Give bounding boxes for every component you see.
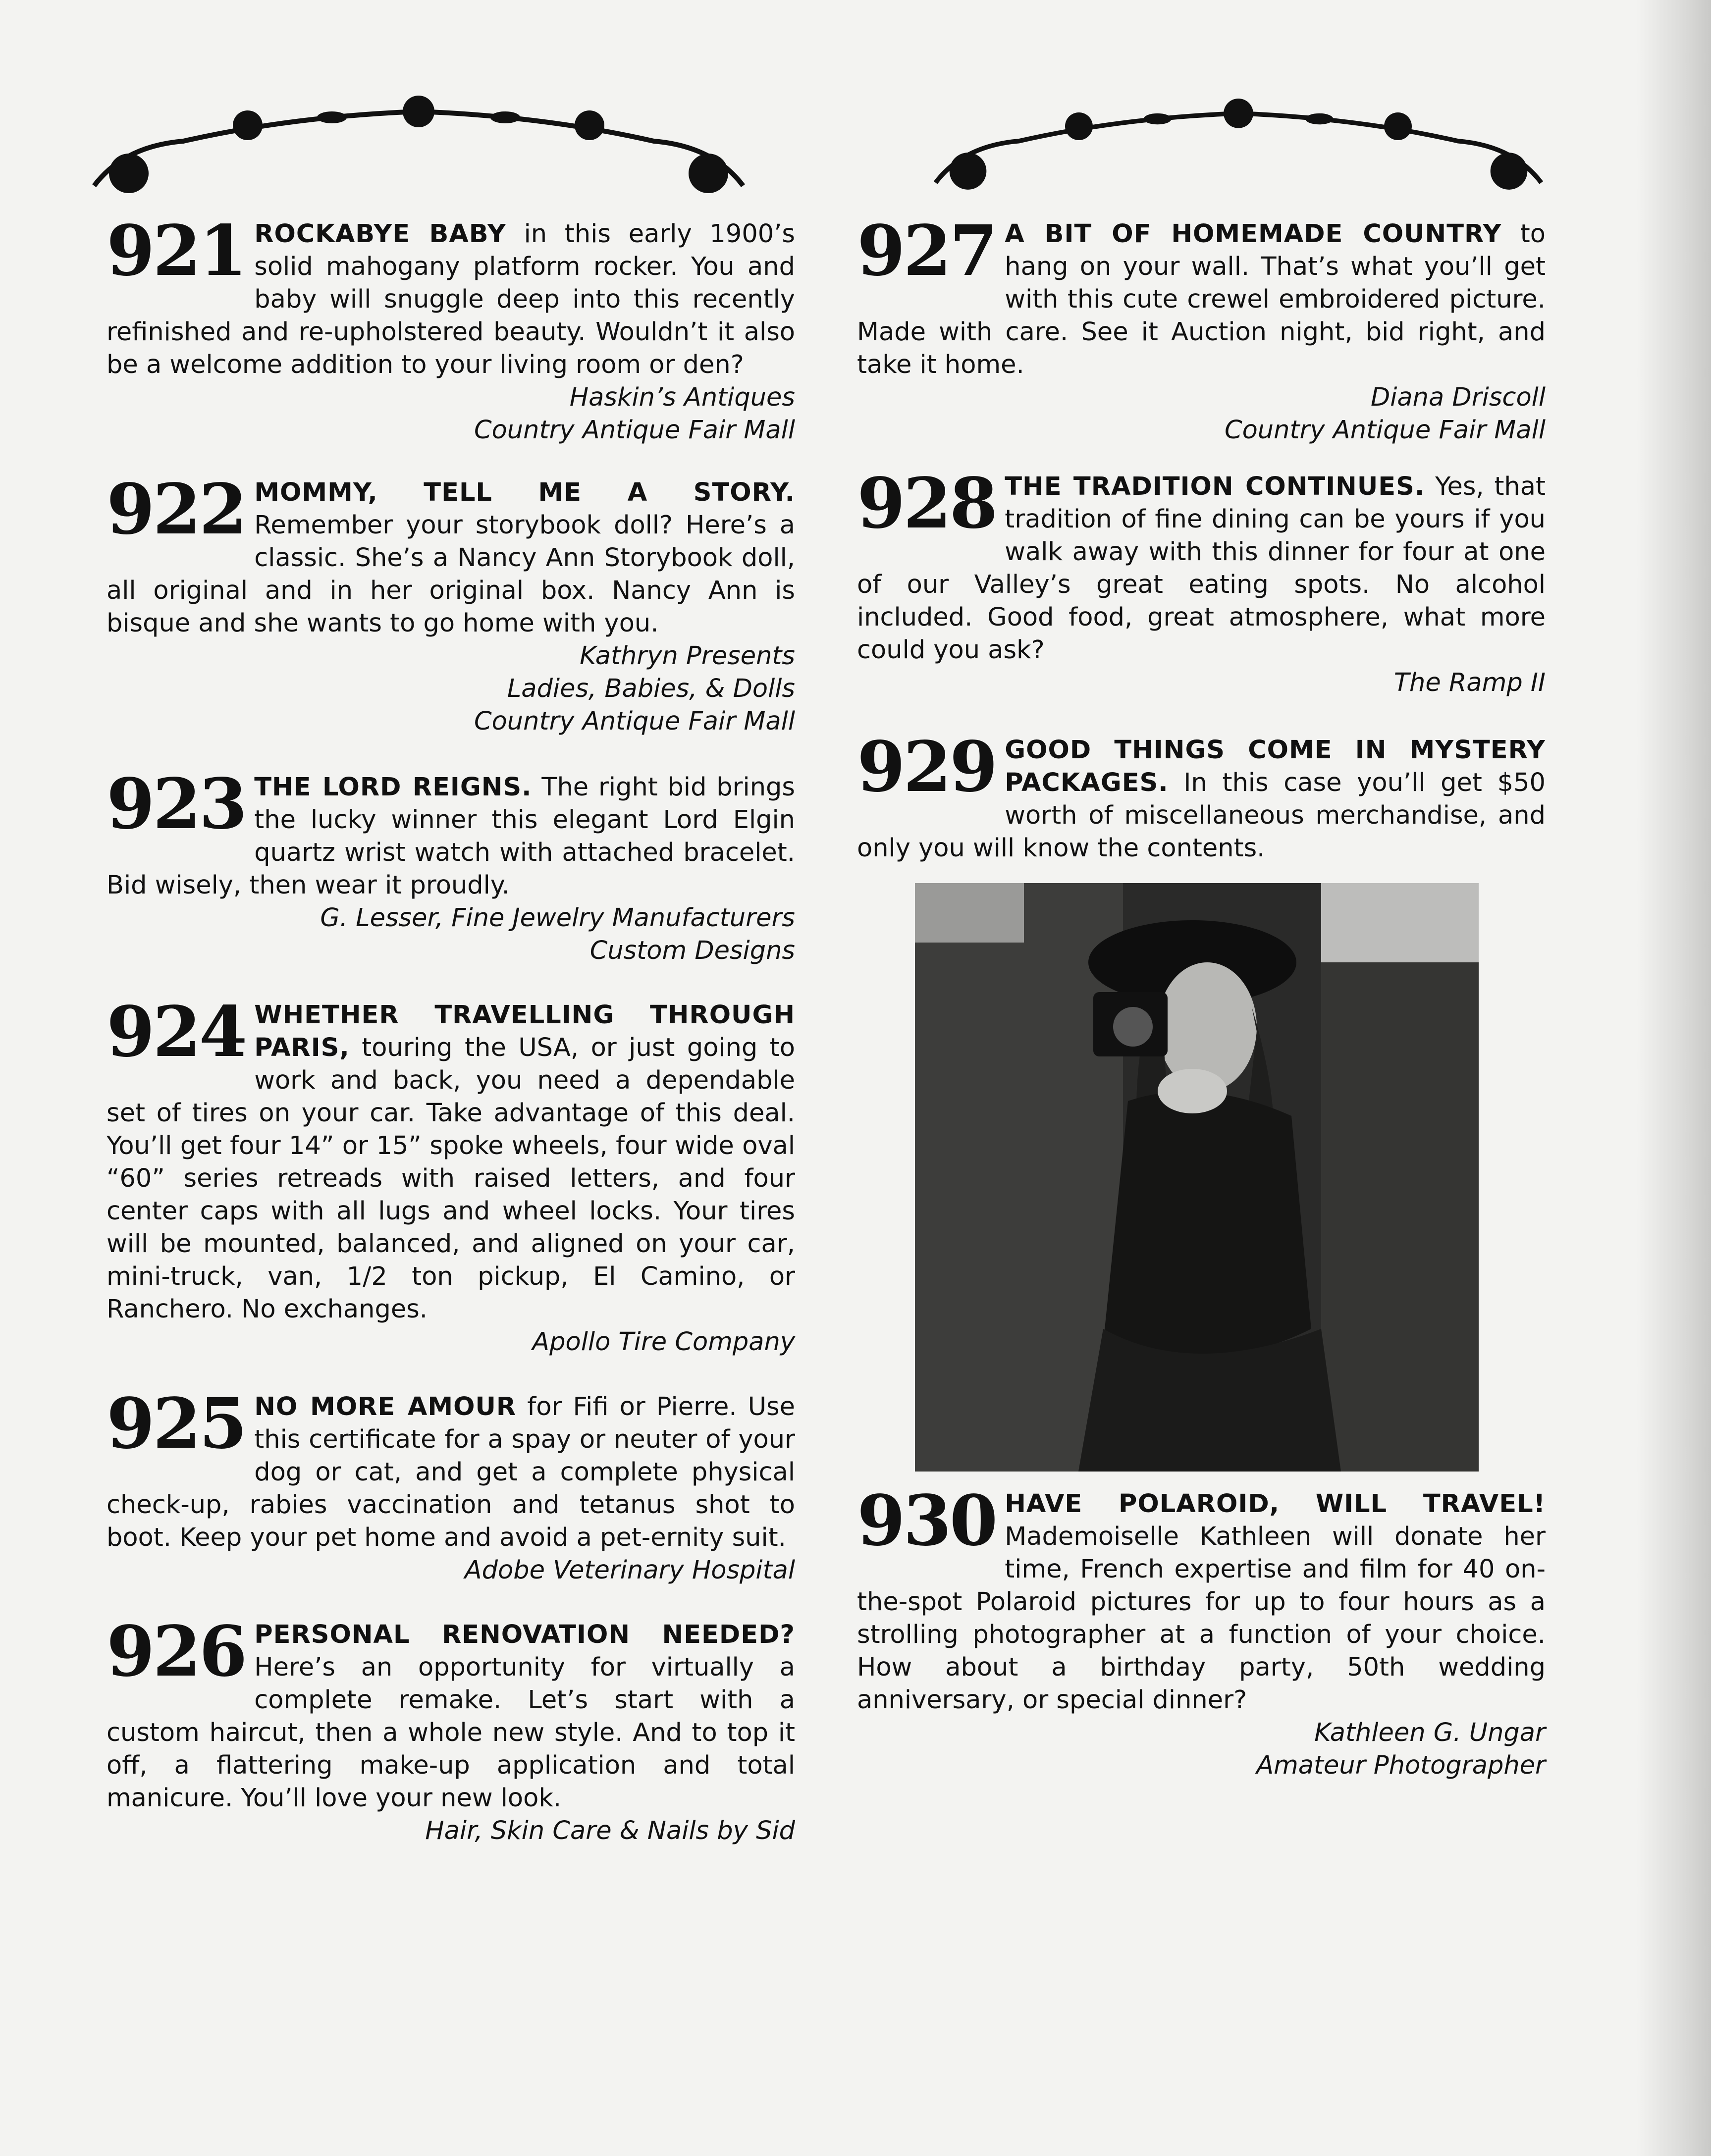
- item-headline: NO MORE AMOUR: [254, 1392, 517, 1421]
- item-description: The right bid brings the lucky winner this elegant Lord Elgin quartz wrist watch with attached bracelet. Bid wisely, then wear it proudly.: [107, 773, 795, 900]
- item-number: 923: [107, 764, 246, 845]
- donor-line: Kathryn Presents: [580, 641, 795, 671]
- donor: [857, 381, 1546, 447]
- item-number: 930: [857, 1480, 996, 1562]
- item-number: 926: [107, 1611, 246, 1692]
- donor-line: Amateur Photographer: [1256, 1751, 1546, 1780]
- donor-line: Apollo Tire Company: [532, 1327, 795, 1357]
- item-description: to hang on your wall. That’s what you’ll get with this cute crewel embroidered picture. Made with care. See it Auction night, bid right, and take it home.: [857, 219, 1546, 379]
- donor-line: The Ramp II: [1393, 668, 1546, 697]
- photo-woman-with-polaroid-camera: [915, 883, 1479, 1472]
- auction-item-930: [857, 1480, 1546, 1782]
- item-description: Mademoiselle Kathleen will donate her time, French expertise and film for 40 on-the-spot Polaroid pictures for up to four hours as a strolling photographer at a function of your choice. How about a birthday party, 50th wedding anniversary, or special dinner?: [857, 1522, 1546, 1715]
- auction-item-929: [857, 727, 1546, 865]
- item-headline: ROCKABYE BABY: [254, 219, 506, 249]
- item-number: 928: [857, 463, 996, 544]
- donor-line: Country Antique Fair Mall: [474, 416, 795, 445]
- item-number: 925: [107, 1383, 246, 1465]
- auction-item-928: [857, 463, 1546, 699]
- item-headline: MOMMY, TELL ME A STORY.: [254, 478, 795, 507]
- auction-item-927: [857, 210, 1546, 447]
- donor-line: Diana Driscoll: [1370, 383, 1546, 412]
- auction-item-922: [107, 469, 795, 738]
- donor: [107, 640, 795, 738]
- auction-item-923: [107, 764, 795, 967]
- auction-item-924: [107, 992, 795, 1359]
- donor: [107, 381, 795, 447]
- donor: [857, 667, 1546, 699]
- donor-line: G. Lesser, Fine Jewelry Manufacturers: [320, 903, 795, 933]
- donor-line: Kathleen G. Ungar: [1314, 1718, 1546, 1747]
- item-description: In this case you’ll get $50 worth of miscellaneous merchandise, and only you will know the contents.: [857, 768, 1546, 863]
- donor: [107, 1554, 795, 1587]
- ornament-right: [926, 87, 1551, 193]
- donor-line: Ladies, Babies, & Dolls: [507, 674, 795, 703]
- donor-line: Custom Designs: [589, 936, 795, 965]
- item-description: Yes, that tradition of fine dining can be yours if you walk away with this dinner for four at one of our Valley’s great eating spots. No alcohol included. Good food, great atmosphere, what more could you ask?: [857, 472, 1546, 665]
- item-number: 922: [107, 469, 246, 550]
- page-edge-shadow: [1637, 0, 1711, 2156]
- ornament-left: [84, 87, 753, 193]
- donor-line: Hair, Skin Care & Nails by Sid: [425, 1816, 795, 1845]
- item-headline: THE LORD REIGNS.: [254, 773, 532, 802]
- item-number: 929: [857, 727, 996, 808]
- item-headline: HAVE POLAROID, WILL TRAVEL!: [1005, 1489, 1546, 1519]
- item-description: in this early 1900’s solid mahogany platform rocker. You and baby will snuggle deep into this recently refinished and re-upholstered beauty. Wouldn’t it also be a welcome addition to your living room or den?: [107, 219, 795, 379]
- item-description: Remember your storybook doll? Here’s a classic. She’s a Nancy Ann Storybook doll, all original and in her original box. Nancy Ann is bisque and she wants to go home with you.: [107, 511, 795, 638]
- item-headline: A BIT OF HOMEMADE COUNTRY: [1005, 219, 1502, 249]
- donor: [107, 902, 795, 967]
- item-headline: GOOD THINGS COME IN MYSTERY PACKAGES.: [1005, 736, 1546, 797]
- auction-item-921: [107, 210, 795, 447]
- item-number: 924: [107, 992, 246, 1073]
- donor: [107, 1326, 795, 1359]
- donor-line: Country Antique Fair Mall: [1224, 416, 1546, 445]
- donor-line: Adobe Veterinary Hospital: [464, 1556, 795, 1585]
- item-headline: PERSONAL RENOVATION NEEDED?: [254, 1620, 795, 1649]
- item-number: 927: [857, 210, 996, 292]
- donor-line: Country Antique Fair Mall: [474, 707, 795, 736]
- donor-line: Haskin’s Antiques: [569, 383, 795, 412]
- item-headline: THE TRADITION CONTINUES.: [1005, 472, 1425, 501]
- item-description: for Fifi or Pierre. Use this certificate for a spay or neuter of your dog or cat, and get a complete physical check-up, rabies vaccination and tetanus shot to boot. Keep your pet home and avoid a pet-ernity suit.: [107, 1392, 796, 1552]
- item-description: Here’s an opportunity for virtually a complete remake. Let’s start with a custom haircut, then a whole new style. And to top it off, a flattering make-up application and total manicure. You’ll love your new look.: [107, 1653, 795, 1813]
- auction-item-925: [107, 1383, 796, 1587]
- item-description: touring the USA, or just going to work and back, you need a dependable set of tires on your car. Take advantage of this deal. You’ll get four 14” or 15” spoke wheels, four wide oval “60” series retreads with raised letters, and four center caps with all lugs and wheel locks. Your tires will be mounted, balanced, and aligned on your car, mini-truck, van, 1/2 ton pickup, El Camino, or Ranchero. No exchanges.: [107, 1033, 795, 1324]
- donor: [857, 1717, 1546, 1782]
- item-number: 921: [107, 210, 246, 292]
- auction-item-926: [107, 1611, 795, 1847]
- item-headline: WHETHER TRAVELLING THROUGH PARIS,: [254, 1000, 795, 1062]
- donor: [107, 1815, 795, 1847]
